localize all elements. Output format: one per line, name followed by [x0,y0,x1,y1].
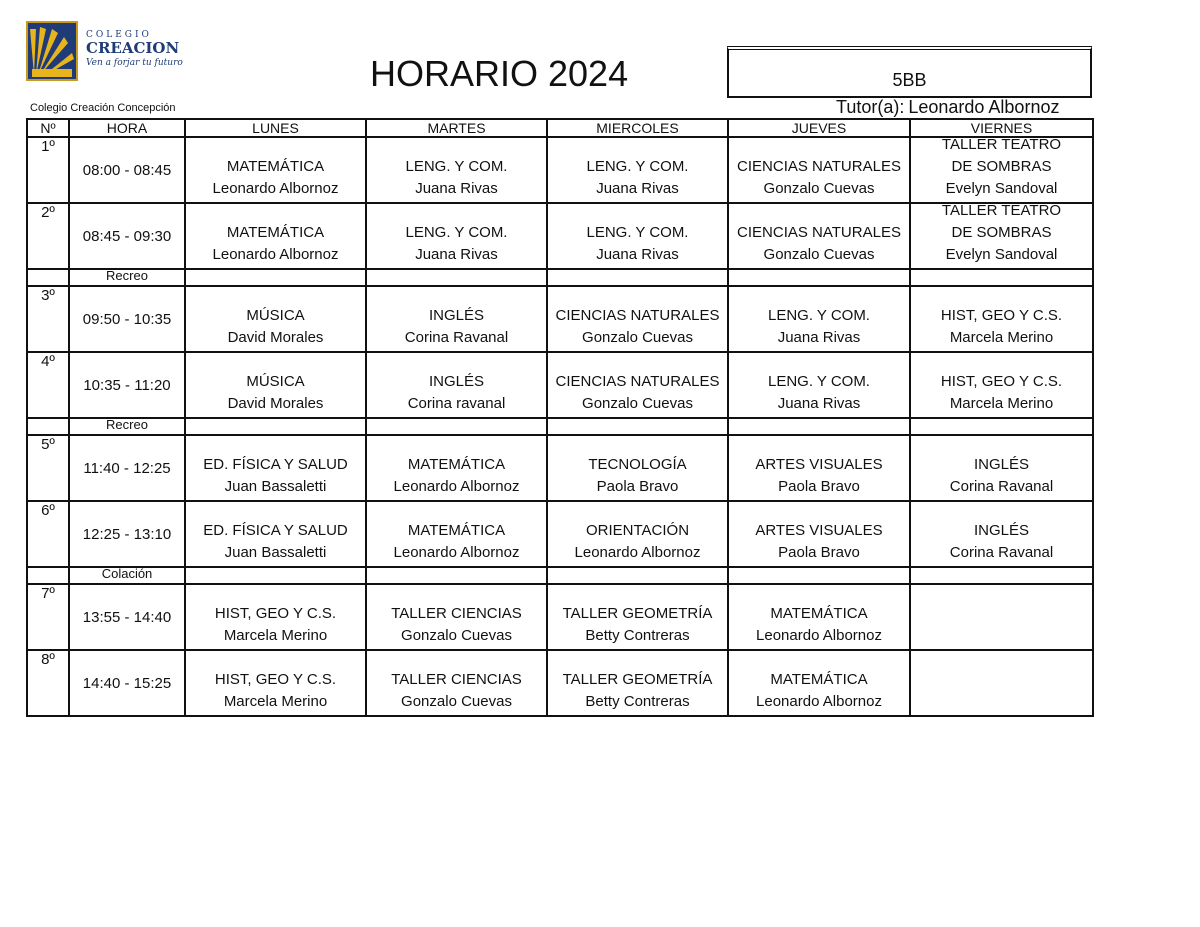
period-row [27,203,1093,269]
teacher-name: Gonzalo Cuevas [763,180,875,197]
period-number: 2º [27,203,69,269]
period-number: 8º [27,650,69,716]
teacher-name: Paola Bravo [778,544,860,561]
teacher-name: Juana Rivas [596,180,679,197]
period-row [27,584,1093,650]
subject-label: LENG. Y COM. [586,224,689,241]
teacher-name: Juana Rivas [777,395,861,412]
break-label: Recreo [69,269,185,286]
teacher-name: Leonardo Albornoz [393,478,520,495]
break-row [27,418,1093,435]
subject-label: LENG. Y COM. [405,224,508,241]
class-cell [366,650,547,716]
class-cell [185,203,366,269]
logo-line-2: CREACION [86,39,180,57]
break-cell [728,269,910,286]
break-cell [366,567,547,584]
class-cell [366,501,547,567]
period-number: 1º [27,137,69,203]
class-cell [910,435,1093,501]
teacher-name: Gonzalo Cuevas [582,329,693,346]
subject-label: LENG. Y COM. [768,307,870,324]
class-cell [910,501,1093,567]
period-number: 6º [27,501,69,567]
header-row [27,119,1093,137]
teacher-name: Paola Bravo [596,478,679,495]
subject-label: MATEMÁTICA [407,456,506,473]
subject-label: MATEMÁTICA [770,605,868,622]
teacher-name: Corina ravanal [407,395,506,412]
teacher-name: Leonardo Albornoz [393,544,520,561]
subject-label: TALLER TEATRO [941,203,1062,219]
teacher-name: Marcela Merino [949,395,1054,412]
break-cell [366,418,547,435]
period-row [27,137,1093,203]
class-cell [547,501,728,567]
class-cell [728,501,910,567]
period-row [27,352,1093,418]
teacher-name: Juana Rivas [415,180,498,197]
break-cell [910,269,1093,286]
subject-label: MATEMÁTICA [226,158,325,175]
teacher-name: Juana Rivas [415,246,498,263]
teacher-name: Paola Bravo [778,478,860,495]
teacher-name: Juana Rivas [777,329,861,346]
class-cell [728,286,910,352]
subject-label: TALLER CIENCIAS [391,671,522,688]
period-row [27,435,1093,501]
teacher-name: David Morales [227,329,324,346]
class-cell [366,137,547,203]
subject-label: ARTES VISUALES [755,522,883,539]
class-cell [547,435,728,501]
teacher-name: Marcela Merino [223,693,328,710]
class-cell [185,650,366,716]
column-header: Nº [27,119,69,137]
column-header: MARTES [366,119,547,137]
teacher-name: Evelyn Sandoval [945,246,1058,263]
subject-label: INGLÉS [973,522,1030,539]
teacher-name: Marcela Merino [223,627,328,644]
period-time: 08:00 - 08:45 [69,137,185,203]
class-cell [185,352,366,418]
subject-label: HIST, GEO Y C.S. [940,307,1063,324]
teacher-name: Betty Contreras [585,693,690,710]
subject-label: ED. FÍSICA Y SALUD [203,456,348,473]
period-number: 5º [27,435,69,501]
subject-label: DE SOMBRAS [951,224,1052,241]
class-cell [366,435,547,501]
group-box [727,46,1092,98]
break-cell [185,418,366,435]
subject-label: CIENCIAS NATURALES [737,224,901,241]
class-cell [366,203,547,269]
period-row [27,650,1093,716]
subject-label: ORIENTACIÓN [585,522,690,539]
teacher-name: Juan Bassaletti [224,544,327,561]
class-cell [547,203,728,269]
period-row [27,286,1093,352]
teacher-name: Gonzalo Cuevas [401,627,512,644]
class-cell [910,137,1093,203]
teacher-name: Marcela Merino [949,329,1054,346]
period-number: 4º [27,352,69,418]
subject-label: CIENCIAS NATURALES [555,373,720,390]
class-cell [728,352,910,418]
period-number: 3º [27,286,69,352]
teacher-name: Gonzalo Cuevas [401,693,512,710]
school-name: Colegio Creación Concepción [30,102,176,114]
class-cell [547,286,728,352]
class-cell [547,137,728,203]
column-header: JUEVES [728,119,910,137]
subject-label: ED. FÍSICA Y SALUD [203,522,348,539]
teacher-name: Leonardo Albornoz [756,693,882,710]
subject-label: LENG. Y COM. [405,158,508,175]
schedule-table [26,118,1094,717]
teacher-name: Gonzalo Cuevas [763,246,875,263]
class-cell [728,650,910,716]
subject-label: LENG. Y COM. [768,373,870,390]
subject-label: INGLÉS [428,373,485,390]
sunburst-logo-icon [26,21,78,81]
class-cell [728,137,910,203]
class-cell [366,584,547,650]
teacher-name: Corina Ravanal [949,478,1054,495]
class-cell [910,203,1093,269]
class-cell [185,286,366,352]
teacher-name: Juan Bassaletti [224,478,327,495]
subject-label: MÚSICA [246,373,305,390]
teacher-name: Leonardo Albornoz [212,180,339,197]
break-label: Colación [69,567,185,584]
tutor-name: Leonardo Albornoz [908,97,1060,117]
class-cell [366,352,547,418]
break-cell [185,567,366,584]
subject-label: INGLÉS [973,456,1030,473]
class-cell [547,584,728,650]
subject-label: HIST, GEO Y C.S. [214,671,337,688]
teacher-name: Corina Ravanal [404,329,509,346]
subject-label: MÚSICA [246,307,305,324]
class-cell [185,435,366,501]
break-cell [547,269,728,286]
class-cell [728,435,910,501]
logo-tagline: Ven a forjar tu futuro [86,58,183,68]
break-label: Recreo [69,418,185,435]
column-header: LUNES [185,119,366,137]
tutor-line [836,97,1059,118]
class-cell [910,584,1093,650]
period-time: 13:55 - 14:40 [69,584,185,650]
logo-line-1: COLEGIO [86,30,152,40]
teacher-name: Gonzalo Cuevas [582,395,693,412]
class-cell [185,137,366,203]
period-number: 7º [27,584,69,650]
group-label: 5BB [892,70,927,90]
period-time: 11:40 - 12:25 [69,435,185,501]
subject-label: INGLÉS [428,307,485,324]
school-logo [26,21,186,85]
teacher-name: Betty Contreras [585,627,690,644]
class-cell [910,286,1093,352]
subject-label: TALLER TEATRO [941,137,1062,153]
subject-label: TECNOLOGÍA [588,456,687,473]
teacher-name: Corina Ravanal [949,544,1054,561]
period-time: 10:35 - 11:20 [69,352,185,418]
period-time: 12:25 - 13:10 [69,501,185,567]
column-header: MIERCOLES [547,119,728,137]
tutor-label: Tutor(a): [836,97,905,117]
class-cell [728,584,910,650]
break-num-cell [27,567,69,584]
class-cell [910,352,1093,418]
break-cell [547,567,728,584]
subject-label: CIENCIAS NATURALES [737,158,901,175]
class-cell [547,650,728,716]
teacher-name: Juana Rivas [596,246,679,263]
subject-label: HIST, GEO Y C.S. [940,373,1063,390]
period-time: 14:40 - 15:25 [69,650,185,716]
period-time: 09:50 - 10:35 [69,286,185,352]
break-cell [728,567,910,584]
class-cell [728,203,910,269]
subject-label: MATEMÁTICA [226,224,325,241]
break-cell [547,418,728,435]
class-cell [910,650,1093,716]
class-cell [547,352,728,418]
break-cell [185,269,366,286]
subject-label: MATEMÁTICA [407,522,506,539]
column-header: HORA [69,119,185,137]
subject-label: TALLER CIENCIAS [391,605,522,622]
break-cell [910,567,1093,584]
break-cell [366,269,547,286]
subject-label: TALLER GEOMETRÍA [562,671,713,688]
teacher-name: Leonardo Albornoz [756,627,882,644]
teacher-name: Evelyn Sandoval [945,180,1058,197]
subject-label: LENG. Y COM. [586,158,689,175]
period-time: 08:45 - 09:30 [69,203,185,269]
subject-label: TALLER GEOMETRÍA [562,605,713,622]
page-title: HORARIO 2024 [370,53,629,94]
break-cell [728,418,910,435]
class-cell [185,501,366,567]
subject-label: DE SOMBRAS [951,158,1052,175]
period-row [27,501,1093,567]
subject-label: CIENCIAS NATURALES [555,307,720,324]
class-cell [185,584,366,650]
teacher-name: Leonardo Albornoz [212,246,339,263]
break-cell [910,418,1093,435]
subject-label: HIST, GEO Y C.S. [214,605,337,622]
break-num-cell [27,418,69,435]
subject-label: ARTES VISUALES [755,456,883,473]
break-row [27,269,1093,286]
class-cell [366,286,547,352]
teacher-name: Leonardo Albornoz [574,544,701,561]
subject-label: MATEMÁTICA [770,671,868,688]
column-header: VIERNES [910,119,1093,137]
teacher-name: David Morales [227,395,324,412]
break-row [27,567,1093,584]
break-num-cell [27,269,69,286]
